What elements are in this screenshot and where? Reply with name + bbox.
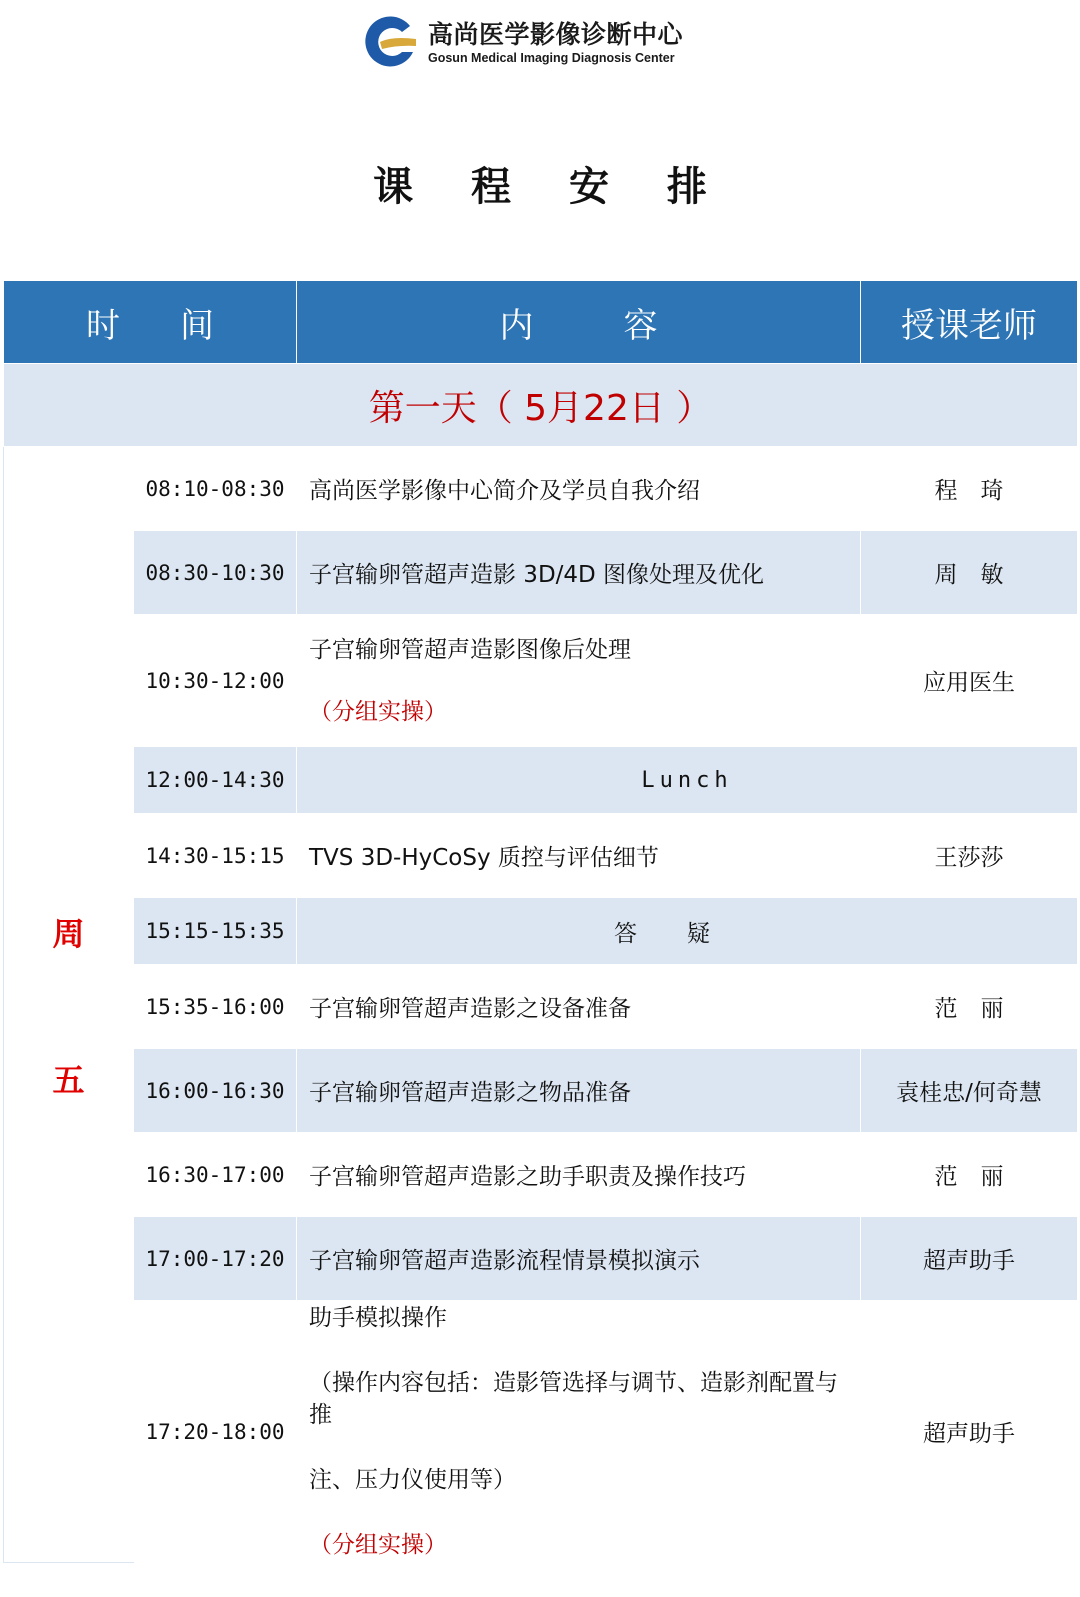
table-row bbox=[4, 531, 1078, 615]
time-cell: 15:15-15:35 bbox=[134, 898, 297, 965]
weekday-char: 周 bbox=[52, 914, 85, 953]
teacher-cell: 袁桂忠/何奇慧 bbox=[861, 1049, 1078, 1133]
teacher-cell: 范 丽 bbox=[861, 965, 1078, 1049]
teacher-cell: 超声助手 bbox=[861, 1217, 1078, 1301]
time-cell: 16:00-16:30 bbox=[134, 1049, 297, 1133]
time-cell: 16:30-17:00 bbox=[134, 1133, 297, 1217]
content-note: （分组实操） bbox=[309, 1532, 447, 1558]
content-text: 子宫输卵管超声造影图像后处理 bbox=[309, 636, 631, 663]
table-row bbox=[4, 1217, 1078, 1301]
content-cell: 子宫输卵管超声造影流程情景模拟演示 bbox=[297, 1217, 861, 1301]
content-detail: （操作内容包括：造影管选择与调节、造影剂配置与推 bbox=[309, 1370, 838, 1428]
teacher-cell: 应用医生 bbox=[861, 615, 1078, 747]
gosun-logo-icon bbox=[358, 12, 420, 74]
qa-label: 答疑 bbox=[614, 920, 760, 947]
content-cell: 高尚医学影像中心简介及学员自我介绍 bbox=[297, 447, 861, 531]
time-cell: 17:00-17:20 bbox=[134, 1217, 297, 1301]
teacher-cell: 周 敏 bbox=[861, 531, 1078, 615]
logo-name-cn: 高尚医学影像诊断中心 bbox=[428, 20, 684, 49]
header-row bbox=[4, 281, 1078, 364]
time-cell: 15:35-16:00 bbox=[134, 965, 297, 1049]
table-row bbox=[4, 898, 1078, 965]
header-content: 内容 bbox=[297, 281, 861, 364]
time-cell: 17:20-18:00 bbox=[134, 1301, 297, 1563]
content-cell: 子宫输卵管超声造影 3D/4D 图像处理及优化 bbox=[297, 531, 861, 615]
teacher-cell: 范 丽 bbox=[861, 1133, 1078, 1217]
table-row bbox=[4, 447, 1078, 531]
content-cell bbox=[297, 1301, 861, 1563]
weekday-char: 五 bbox=[52, 1060, 85, 1099]
table-row bbox=[4, 814, 1078, 898]
header-teacher: 授课老师 bbox=[861, 281, 1078, 364]
content-cell: 子宫输卵管超声造影之助手职责及操作技巧 bbox=[297, 1133, 861, 1217]
time-cell: 08:10-08:30 bbox=[134, 447, 297, 531]
merged-cell bbox=[297, 898, 1078, 965]
table-row bbox=[4, 615, 1078, 747]
table-row bbox=[4, 747, 1078, 814]
teacher-cell: 超声助手 bbox=[861, 1301, 1078, 1563]
content-note: （分组实操） bbox=[309, 698, 447, 725]
teacher-cell: 程 琦 bbox=[861, 447, 1078, 531]
table-row bbox=[4, 965, 1078, 1049]
teacher-cell: 王莎莎 bbox=[861, 814, 1078, 898]
time-cell: 14:30-15:15 bbox=[134, 814, 297, 898]
merged-cell bbox=[297, 747, 1078, 814]
time-cell: 10:30-12:00 bbox=[134, 615, 297, 747]
content-cell: TVS 3D-HyCoSy 质控与评估细节 bbox=[297, 814, 861, 898]
page-title: 课 程 安 排 bbox=[373, 164, 729, 210]
table-row bbox=[4, 1133, 1078, 1217]
logo bbox=[358, 12, 683, 74]
table-row bbox=[4, 1049, 1078, 1133]
day-row bbox=[4, 364, 1078, 447]
content-cell: 子宫输卵管超声造影之设备准备 bbox=[297, 965, 861, 1049]
schedule-table bbox=[3, 280, 1078, 1563]
header-time: 时间 bbox=[4, 281, 297, 364]
content-cell bbox=[297, 615, 861, 747]
content-text: 助手模拟操作 bbox=[309, 1305, 447, 1331]
lunch-label: Lunch bbox=[641, 768, 733, 793]
weekday-cell bbox=[4, 447, 134, 1563]
content-cell: 子宫输卵管超声造影之物品准备 bbox=[297, 1049, 861, 1133]
time-cell: 12:00-14:30 bbox=[134, 747, 297, 814]
table-row bbox=[4, 1301, 1078, 1563]
day-label: 第一天（ 5月22日 ） bbox=[4, 364, 1078, 447]
content-detail: 注、压力仪使用等） bbox=[309, 1467, 516, 1493]
time-cell: 08:30-10:30 bbox=[134, 531, 297, 615]
logo-name-en: Gosun Medical Imaging Diagnosis Center bbox=[428, 51, 675, 65]
